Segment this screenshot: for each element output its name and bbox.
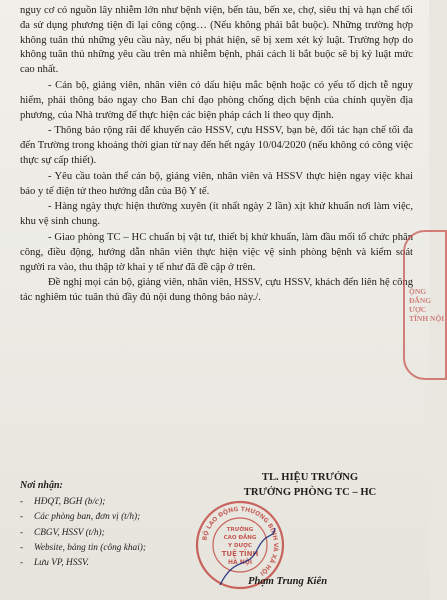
seal-line: TRƯỜNG <box>226 527 254 533</box>
seal-line: CAO ĐẲNG <box>223 535 257 541</box>
document-body <box>20 4 413 306</box>
signer-name: Phạm Trung Kiên <box>248 576 328 587</box>
recipient-item: - Các phòng ban, đơn vị (t/h); <box>20 510 190 525</box>
seal-ring-text: BỘ LAO ĐỘNG THƯƠNG BINH VÀ XÃ HỘI <box>201 505 280 577</box>
recipient-item: - Lưu VP, HSSV. <box>20 556 190 571</box>
paragraph-4: - Yêu cầu toàn thể cán bộ, giảng viên, nhân viên và HSSV thực hiện ngay việc khai báo y tế điện tử theo hướng dẫn của Bộ Y tế. <box>20 170 413 197</box>
paragraph-5: - Hàng ngày thực hiện thường xuyên (ít nhất ngày 2 lần) xịt khử khuẩn nơi làm việc, khu vệ sinh chung. <box>20 201 413 228</box>
recipients-title: Nơi nhận: <box>20 480 63 491</box>
recipients-block <box>20 478 190 571</box>
side-seal-stamp <box>403 230 447 380</box>
signer-block <box>210 471 410 500</box>
paragraph-7: Đề nghị mọi cán bộ, giảng viên, nhân viên, HSSV, cựu HSSV, khách đến liên hệ công tác nghiêm túc tuân thủ đầy đủ nội dung thông báo này./. <box>20 277 413 304</box>
paragraph-3: - Thông báo rộng rãi để khuyến cáo HSSV, cựu HSSV, bạn bè, đối tác hạn chế tối đa đến Trường trong khoảng thời gian từ nay đến hết ngày 10/04/2020 (nếu không có công việc thực sự cấp thiết). <box>20 125 413 166</box>
paragraph-2: - Cán bộ, giảng viên, nhân viên có dấu hiệu mắc bệnh hoặc có yếu tố dịch tễ nguy hiểm, phải thông báo ngay cho Ban chỉ đạo phòng chống dịch bệnh của chính quyền địa phương, của Nhà trường để thực hiện các biện pháp cách li theo quy định. <box>20 79 413 121</box>
recipient-item: - Website, bảng tin (công khai); <box>20 541 190 556</box>
recipient-item: - CBGV, HSSV (t/h); <box>20 526 190 541</box>
seal-line: TUỆ TĨNH <box>221 550 259 558</box>
side-seal-text: ỘNG ĐẲNG ƯỢC TĨNH NỘI <box>409 287 445 323</box>
signer-authority: TL. HIỆU TRƯỞNG <box>261 472 359 483</box>
seal-line: Y DƯỢC <box>228 543 252 549</box>
recipient-item: - HĐQT, BGH (b/c); <box>20 495 190 510</box>
paragraph-6: - Giao phòng TC – HC chuẩn bị vật tư, thiết bị khử khuẩn, làm đầu mối tổ chức phân công, điều động, hướng dẫn nhân viên thực hiện việc vệ sinh phòng bệnh và kiểm soát người ra vào, thu thập tờ khai y tế như đã đề cập ở trên. <box>20 231 413 273</box>
seal-line: HÀ NỘI <box>227 559 253 566</box>
signer-title: TRƯỞNG PHÒNG TC – HC <box>243 486 377 498</box>
recipients-list <box>20 495 190 571</box>
paragraph-1: nguy cơ có nguồn lây nhiễm lớn như bệnh viện, bến tàu, bến xe, chợ, siêu thị và hạn chế tối đa sử dụng phương tiện đi lại công cộng… (Nếu không phải bắt buộc). Những trường hợp không tuân thủ những yêu cầu này, nếu bị phát hiện, sẽ bị xem xét kỷ luật. Trường hợp do không tuân thủ những yêu cầu trên mà nhiễm bệnh, phải cách li bắt buộc sẽ bị kỷ luật mức cao nhất. <box>20 5 413 76</box>
